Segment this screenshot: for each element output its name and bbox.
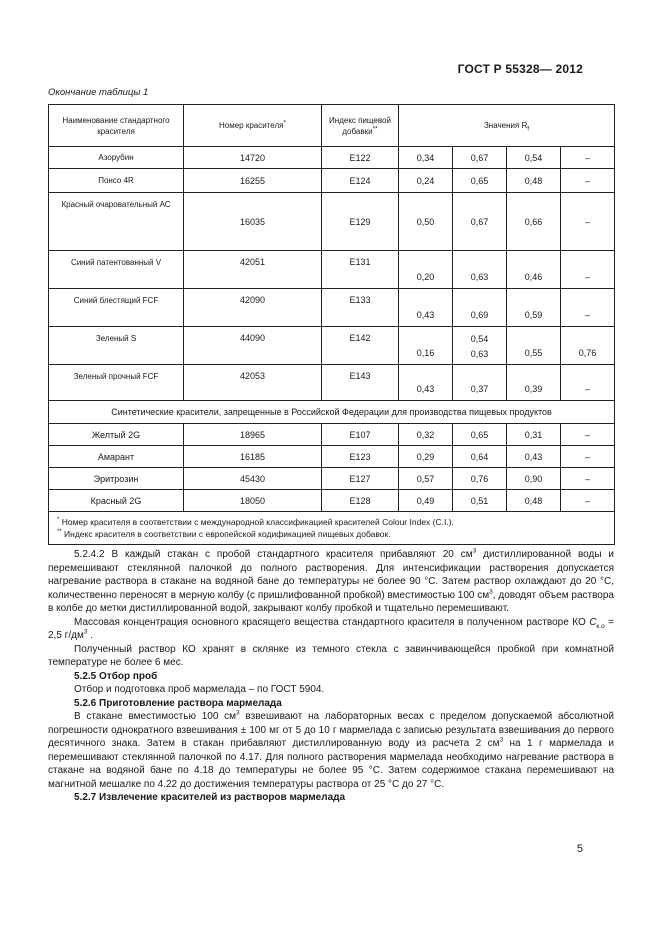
paragraph-concentration: Массовая концентрация основного красящего вещества стандартного красителя в полученном растворе КО $C_{к.о} = 2,5$ $г/дм^3$ . — [48, 616, 614, 641]
paragraph-5-2-4-2: 5.2.4.2 В каждый стакан с пробой стандартного красителя прибавляют 20 $см^3$ дистиллированной воды и перемешивают стеклянной палочкой до полного растворения. Для интенсификации растворения допускается нагревание раствора в стакане на водяной бане до температуры не более 90 °С. Затем раствор охлаждают до 20 °С, количественно переносят в мерную колбу (с пришлифованной пробкой) вместимостью 100 $см^3$, доводят объем раствора в колбе до метки дистиллированной водой, закрывают колбу пробкой и тщательно перемешивают. — [48, 547, 615, 614]
table-row: Зеленый прочный FCF 42053 E143 0,43 0,37 0,39 – — [49, 365, 615, 401]
document-body — [48, 548, 614, 805]
paragraph-sampling: Отбор и подготовка проб мармелада – по ГОСТ 5904. — [74, 684, 325, 695]
table-row: Эритрозин 45430 E127 0,57 0,76 0,90 – — [49, 468, 615, 490]
paragraph-5-2-6: В стакане вместимостью 100 $см^3$ взвешивают на лабораторных весах с пределом допускаемой абсолютной погрешности однократного взвешивания ± 100 мг от 5 до 10 г мармелада с записью результата взвешивания до первого десятичного знака. Затем в стакан прибавляют дистиллированную воду из расчета 2 $см^3$ на 1 г мармелада и перемешивают стеклянной палочкой по 4.17. Для полного растворения мармелада необходимо нагревание раствора в стакане на водяной бане по 4.18 до температуры не более 95 °С. Затем содержимое стакана перемешивают на магнитной мешалке по 4.22 до достижения температуры раствора от 25 °С до 27 °С. — [48, 709, 614, 790]
table-row: Синий патентованный V 42051 E131 0,20 0,63 0,46 – — [49, 251, 615, 289]
col-header-number: Номер красителя* — [184, 105, 322, 147]
table-notes — [49, 512, 615, 545]
note-2: ** Индекс красителя в соответствии с европейской кодификацией пищевых добавок. — [57, 529, 391, 539]
table-row: Желтый 2G 18965 E107 0,32 0,65 0,31 – — [49, 424, 615, 446]
table-row: Красный 2G 18050 E128 0,49 0,51 0,48 – — [49, 490, 615, 512]
note-1: * Номер красителя в соответствии с международной классификацией красителей Colour Index (C.I.). — [57, 517, 454, 527]
document-header: ГОСТ Р 55328— 2012 — [457, 62, 583, 76]
col-header-index: Индекс пищевой добавки** — [322, 105, 399, 147]
table-header-row — [49, 105, 615, 147]
table-row: Азорубин 14720 E122 0,34 0,67 0,54 – — [49, 147, 615, 169]
section-header-row — [49, 401, 615, 424]
heading-5-2-7: 5.2.7 Извлечение красителей из растворов мармелада — [74, 792, 346, 803]
heading-5-2-5: 5.2.5 Отбор проб — [74, 670, 158, 682]
col-header-name: Наименование стандартного красителя — [49, 105, 184, 147]
table-caption: Окончание таблицы 1 — [48, 87, 149, 98]
col-header-values: Значения $R_f$ — [399, 105, 615, 147]
page-number: 5 — [576, 843, 583, 855]
dye-table — [48, 104, 615, 545]
table-row: Амарант 16185 E123 0,29 0,64 0,43 – — [49, 446, 615, 468]
paragraph-storage: Полученный раствор КО хранят в склянке из темного стекла с завинчивающейся пробкой при комнатной температуре не более 6 мес. — [48, 643, 614, 668]
table-row: Понсо 4R 16255 E124 0,24 0,65 0,48 – — [49, 169, 615, 193]
table-notes-row — [49, 512, 615, 545]
table-row: Синий блестящий FCF 42090 E133 0,43 0,69 0,59 – — [49, 289, 615, 327]
table-row: Зеленый S 44090 E142 0,16 0,54 0,63 0,55 0,76 — [49, 327, 615, 365]
synthetic-dyes-heading: Синтетические красители, запрещенные в Российской Федерации для производства пищевых продуктов — [49, 401, 615, 424]
table-row: Красный очаровательный АС 16035 E129 0,50 0,67 0,66 – — [49, 193, 615, 251]
heading-5-2-6: 5.2.6 Приготовление раствора мармелада — [74, 697, 282, 709]
